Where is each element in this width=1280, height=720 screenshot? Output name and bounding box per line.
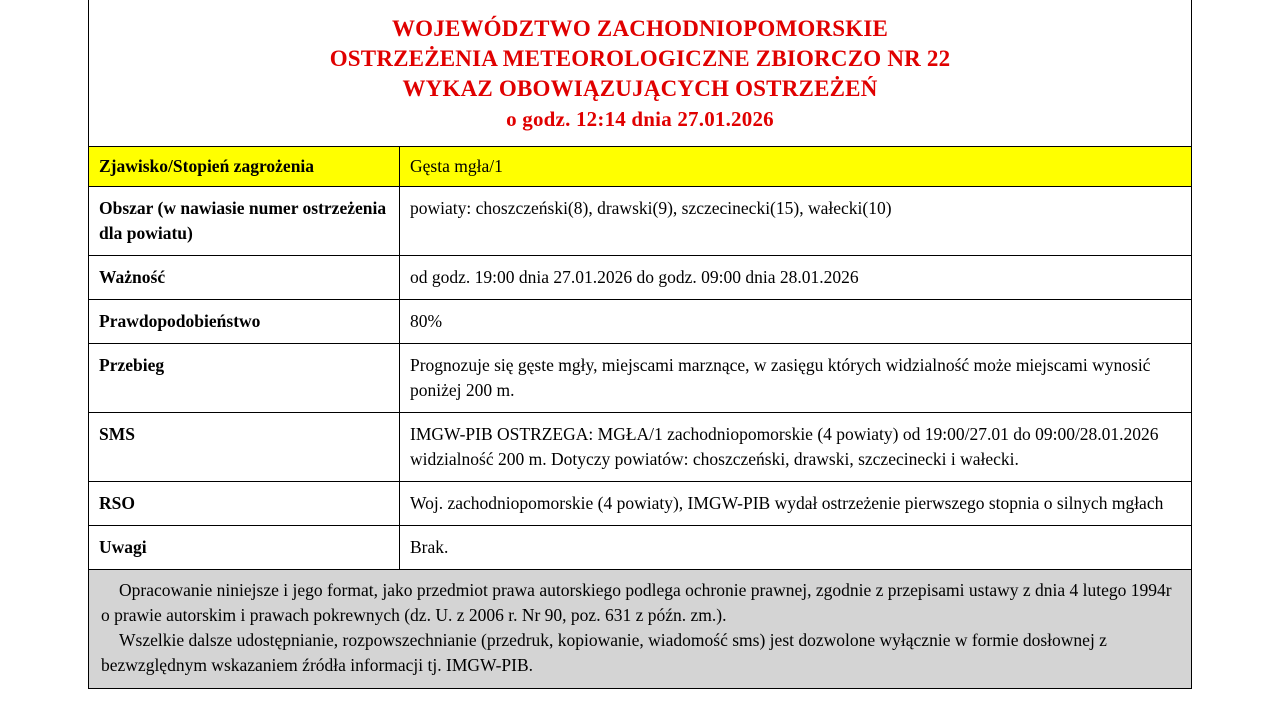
table-row-remarks <box>89 526 1191 570</box>
table-row-phenomenon <box>89 147 1191 187</box>
header-line-timestamp: o godz. 12:14 dnia 27.01.2026 <box>506 107 774 131</box>
table-row-probability <box>89 300 1191 344</box>
header-line-list-title: WYKAZ OBOWIĄZUJĄCYCH OSTRZEŻEŃ <box>402 76 878 101</box>
row-label-course: Przebieg <box>89 344 400 413</box>
row-value-probability: 80% <box>400 300 1192 344</box>
footer-paragraph-copyright: Opracowanie niniejsze i jego format, jako przedmiot prawa autorskiego podlega ochronie prawnej, zgodnie z przepisami ustawy z dnia 4 lutego 1994r o prawie autorskim i prawach pokrewnych (dz. U. z 2006 r. Nr 90, poz. 631 z późn. zm.). <box>101 580 1172 625</box>
row-value-area: powiaty: choszczeński(8), drawski(9), szczecinecki(15), wałecki(10) <box>400 187 1192 256</box>
table-row-rso <box>89 482 1191 526</box>
row-value-sms: IMGW-PIB OSTRZEGA: MGŁA/1 zachodniopomorskie (4 powiaty) od 19:00/27.01 do 09:00/28.01.2026 widzialność 200 m. Dotyczy powiatów: choszczeński, drawski, szczecinecki i wałecki. <box>400 413 1192 482</box>
copyright-footer <box>89 570 1191 689</box>
warning-details-table <box>89 147 1191 570</box>
row-label-validity: Ważność <box>89 256 400 300</box>
row-value-phenomenon: Gęsta mgła/1 <box>400 147 1192 187</box>
row-value-course: Prognozuje się gęste mgły, miejscami marznące, w zasięgu których widzialność może miejscami wynosić poniżej 200 m. <box>400 344 1192 413</box>
row-label-probability: Prawdopodobieństwo <box>89 300 400 344</box>
table-row-course <box>89 344 1191 413</box>
row-label-sms: SMS <box>89 413 400 482</box>
row-label-rso: RSO <box>89 482 400 526</box>
header-line-voivodeship: WOJEWÓDZTWO ZACHODNIOPOMORSKIE <box>391 16 889 41</box>
row-label-remarks: Uwagi <box>89 526 400 570</box>
row-label-area: Obszar (w nawiasie numer ostrzeżenia dla powiatu) <box>89 187 400 256</box>
footer-paragraph-distribution: Wszelkie dalsze udostępnianie, rozpowszechnianie (przedruk, kopiowanie, wiadomość sms) jest dozwolone wyłącznie w formie dosłownej z bezwzględnym wskazaniem źródła informacji tj. IMGW-PIB. <box>101 630 1107 675</box>
header-line-warning-number: OSTRZEŻENIA METEOROLOGICZNE ZBIORCZO NR 22 <box>329 46 951 71</box>
table-row-sms <box>89 413 1191 482</box>
row-value-validity: od godz. 19:00 dnia 27.01.2026 do godz. 09:00 dnia 28.01.2026 <box>400 256 1192 300</box>
document-header <box>89 0 1191 147</box>
row-value-remarks: Brak. <box>400 526 1192 570</box>
table-row-area <box>89 187 1191 256</box>
row-label-phenomenon: Zjawisko/Stopień zagrożenia <box>89 147 400 187</box>
warning-document <box>88 0 1192 689</box>
table-row-validity <box>89 256 1191 300</box>
row-value-rso: Woj. zachodniopomorskie (4 powiaty), IMGW-PIB wydał ostrzeżenie pierwszego stopnia o silnych mgłach <box>400 482 1192 526</box>
